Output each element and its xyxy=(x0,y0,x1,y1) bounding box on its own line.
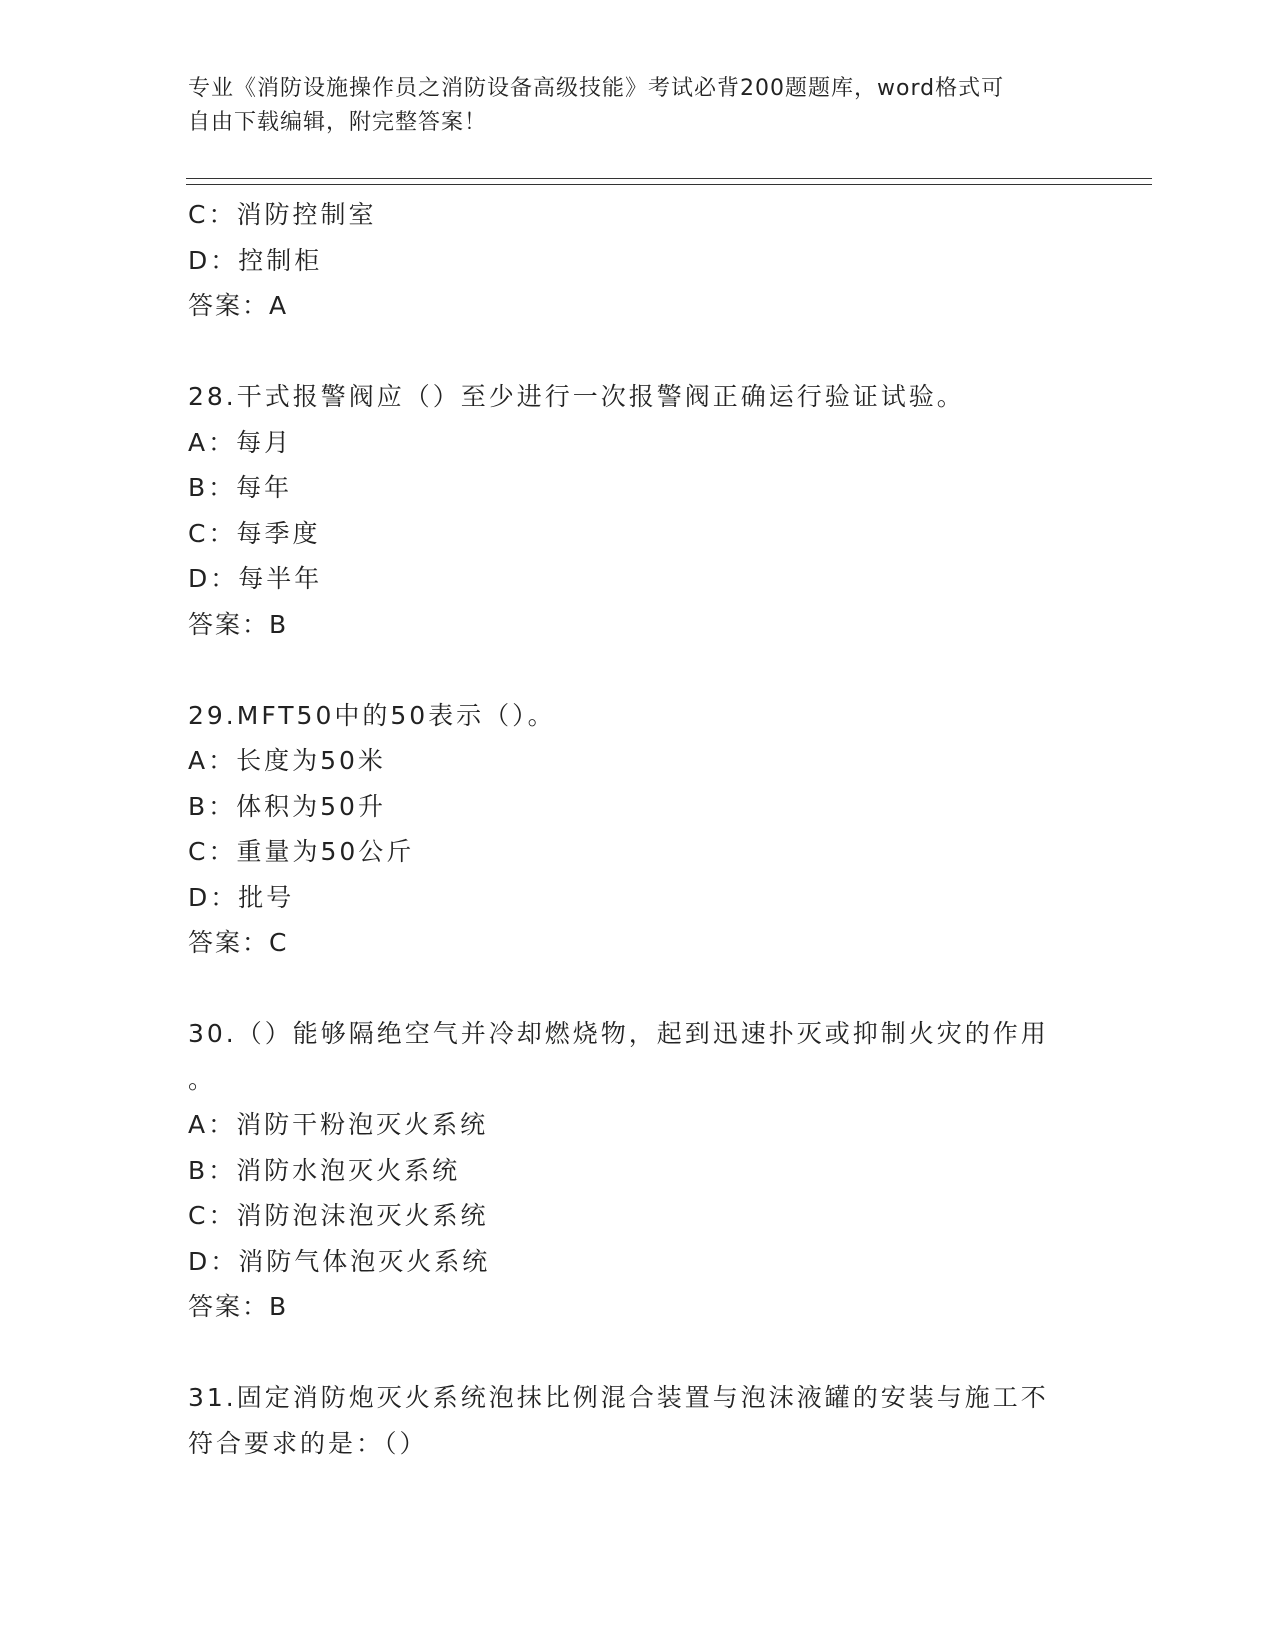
document-header xyxy=(188,72,1088,140)
question-list xyxy=(188,192,1088,1466)
header-line-2: 自由下载编辑，附完整答案！ xyxy=(188,110,488,135)
question-stem-line-2: 符合要求的是：（） xyxy=(188,1428,428,1458)
option-d: D：批号 xyxy=(188,882,295,912)
option-a: A：消防干粉泡灭火系统 xyxy=(188,1110,489,1139)
option-c: C：重量为50公斤 xyxy=(188,837,415,866)
spacer xyxy=(188,329,1088,374)
spacer xyxy=(188,966,1088,1011)
option-a: A：每月 xyxy=(188,427,293,457)
header-divider-bottom xyxy=(186,184,1152,185)
question-28 xyxy=(188,374,1088,648)
option-b: B：体积为50升 xyxy=(188,791,386,821)
option-d: D：控制柜 xyxy=(188,245,323,275)
answer: 答案：C xyxy=(188,928,289,957)
answer: 答案：B xyxy=(188,1292,289,1321)
question-27-continued xyxy=(188,192,1088,329)
spacer xyxy=(188,1330,1088,1375)
option-d: D：消防气体泡灭火系统 xyxy=(188,1246,491,1276)
question-30 xyxy=(188,1011,1088,1330)
answer: 答案：B xyxy=(188,609,289,639)
question-stem: 28.干式报警阀应（）至少进行一次报警阀正确运行验证试验。 xyxy=(188,382,965,411)
question-stem-line-1: 31.固定消防炮灭火系统泡抹比例混合装置与泡沫液罐的安装与施工不 xyxy=(188,1383,1049,1412)
answer: 答案：A xyxy=(188,291,289,320)
option-a: A：长度为50米 xyxy=(188,746,386,775)
option-b: B：每年 xyxy=(188,473,293,502)
question-stem-line-2: 。 xyxy=(188,1064,217,1094)
header-line-1: 专业《消防设施操作员之消防设备高级技能》考试必背200题题库，word格式可 xyxy=(188,76,1005,101)
option-c: C：每季度 xyxy=(188,518,321,548)
option-c: C：消防控制室 xyxy=(188,200,377,229)
header-divider-top xyxy=(186,178,1152,179)
spacer xyxy=(188,648,1088,693)
question-31 xyxy=(188,1375,1088,1466)
option-c: C：消防泡沫泡灭火系统 xyxy=(188,1201,489,1230)
question-stem: 29.MFT50中的50表示（）。 xyxy=(188,700,556,730)
option-b: B：消防水泡灭火系统 xyxy=(188,1155,461,1185)
question-29 xyxy=(188,693,1088,967)
option-d: D：每半年 xyxy=(188,564,323,593)
question-stem-line-1: 30.（）能够隔绝空气并冷却燃烧物，起到迅速扑灭或抑制火灾的作用 xyxy=(188,1019,1049,1048)
